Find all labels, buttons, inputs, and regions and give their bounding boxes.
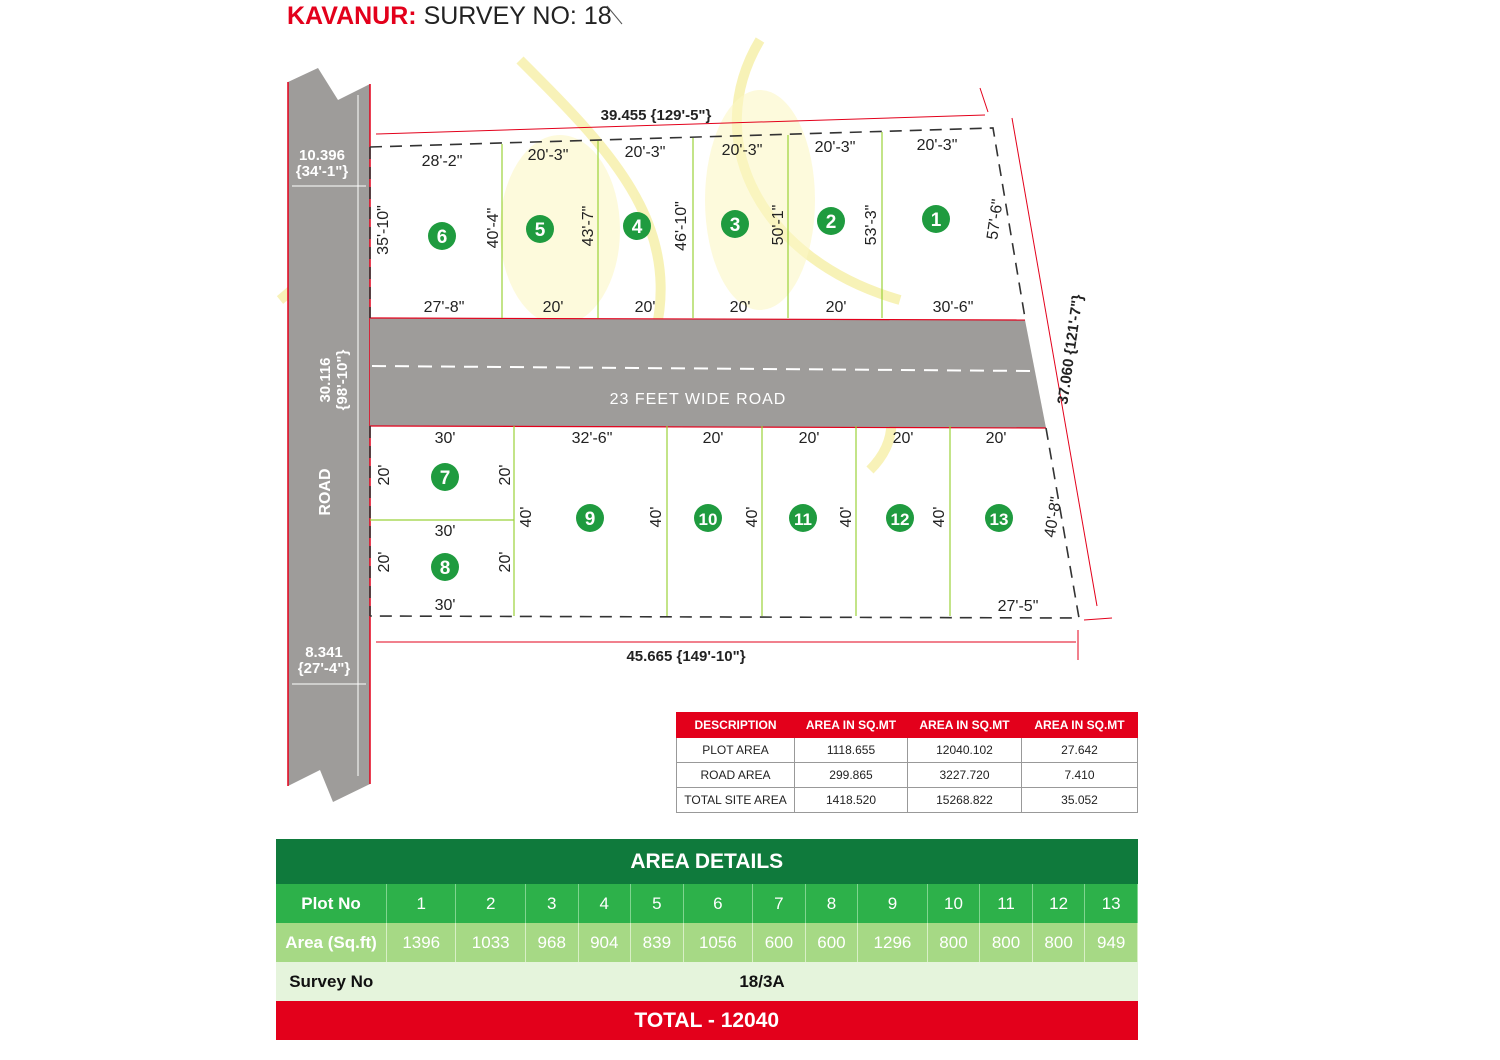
plot-number: 13 xyxy=(989,510,1009,529)
road-mid-length-m: 30.116 xyxy=(317,357,334,403)
plot-no-cell: 9 xyxy=(858,884,927,923)
plot-area-cell: 800 xyxy=(980,923,1033,962)
dim-label: 20' xyxy=(702,430,724,447)
dim-label: 30' xyxy=(434,430,456,447)
total-row xyxy=(276,1001,1138,1040)
dim-label: 20' xyxy=(729,299,751,316)
plot-number: 10 xyxy=(698,510,718,529)
summary-cell: 35.052 xyxy=(1022,788,1138,813)
road-mid-length-ft: {98'-10"} xyxy=(334,349,351,411)
summary-cell: TOTAL SITE AREA xyxy=(677,788,795,813)
summary-cell: PLOT AREA xyxy=(677,738,795,763)
dim-label: 20' xyxy=(985,430,1007,447)
left-road-label: ROAD xyxy=(317,468,334,516)
plot-2-badge[interactable] xyxy=(817,207,845,235)
plot-number: 6 xyxy=(436,227,448,248)
plot-number-row xyxy=(276,884,1138,923)
plot-area-cell: 1033 xyxy=(456,923,525,962)
area-summary-table xyxy=(676,712,1138,813)
area-details-table xyxy=(276,839,1138,1040)
summary-cell: 299.865 xyxy=(795,763,908,788)
plot-number: 2 xyxy=(825,212,837,233)
plot-number: 1 xyxy=(930,210,942,231)
dim-label: 20' xyxy=(497,464,514,486)
dim-label: 40'-8" xyxy=(1041,495,1066,539)
plot-3-badge[interactable] xyxy=(721,210,749,238)
plot-no-cell: 12 xyxy=(1032,884,1085,923)
plot-no-cell: 5 xyxy=(631,884,684,923)
plot-no-cell: 8 xyxy=(805,884,858,923)
plot-area-cell: 600 xyxy=(753,923,806,962)
dim-label: 20' xyxy=(376,464,393,486)
survey-value: 18/3A xyxy=(387,962,1138,1001)
summary-header-row xyxy=(677,713,1138,738)
plot-area-cell: 600 xyxy=(805,923,858,962)
dim-label: 20'-3" xyxy=(916,137,958,154)
dim-label: 20' xyxy=(542,299,564,316)
plot-11-badge[interactable] xyxy=(789,504,817,532)
dim-label: 53'-3" xyxy=(863,204,880,246)
dim-label: 27'-8" xyxy=(423,299,465,316)
right-dimension-label: 37.060 {121'-7"} xyxy=(1054,293,1087,406)
plot-area-row xyxy=(276,923,1138,962)
plot-area-cell: 800 xyxy=(927,923,980,962)
summary-cell: 1418.520 xyxy=(795,788,908,813)
dim-label: 30'-6" xyxy=(932,299,974,316)
dim-label: 50'-1" xyxy=(770,204,787,246)
plot-8-badge[interactable] xyxy=(431,553,459,581)
plot-number: 5 xyxy=(534,220,546,241)
top-dimension-label: 39.455 {129'-5"} xyxy=(600,107,712,124)
plot-5-badge[interactable] xyxy=(526,215,554,243)
inner-road-label: 23 FEET WIDE ROAD xyxy=(609,391,787,408)
plot-9-badge[interactable] xyxy=(576,504,604,532)
dim-label: 20' xyxy=(634,299,656,316)
plot-12-badge[interactable] xyxy=(886,504,914,532)
road-top-width-m: 10.396 xyxy=(299,147,345,164)
dim-label: 40' xyxy=(931,506,948,528)
dim-label: 40'-4" xyxy=(485,207,502,249)
plot-area-cell: 1296 xyxy=(858,923,927,962)
title-survey: SURVEY NO: 18 xyxy=(423,2,612,30)
road-top-width-ft: {34'-1"} xyxy=(295,163,349,180)
summary-cell: 15268.822 xyxy=(908,788,1022,813)
total-area: TOTAL - 12040 xyxy=(276,1001,1138,1040)
summary-row xyxy=(677,788,1138,813)
plot-no-cell: 7 xyxy=(753,884,806,923)
dim-label: 40' xyxy=(838,506,855,528)
area-label: Area (Sq.ft) xyxy=(276,923,387,962)
summary-header-cell: AREA IN SQ.MT xyxy=(795,713,908,738)
plot-6-badge[interactable] xyxy=(428,222,456,250)
inner-road xyxy=(370,318,1046,428)
summary-header-cell: AREA IN SQ.MT xyxy=(1022,713,1138,738)
dim-label: 40' xyxy=(648,506,665,528)
dim-label: 40' xyxy=(744,506,761,528)
plot-area-cell: 904 xyxy=(578,923,631,962)
plot-area-cell: 1056 xyxy=(683,923,752,962)
dim-label: 46'-10" xyxy=(673,201,690,251)
summary-cell: 27.642 xyxy=(1022,738,1138,763)
dim-label: 43'-7" xyxy=(580,205,597,247)
area-details-title: AREA DETAILS xyxy=(276,839,1138,884)
plot-number: 12 xyxy=(890,510,910,529)
plot-no-cell: 10 xyxy=(927,884,980,923)
plot-no-cell: 11 xyxy=(980,884,1033,923)
dim-label: 20' xyxy=(376,551,393,573)
dim-label: 20' xyxy=(892,430,914,447)
plot-area-cell: 839 xyxy=(631,923,684,962)
dim-label: 28'-2" xyxy=(421,153,463,170)
bottom-dimension-label: 45.665 {149'-10"} xyxy=(626,648,746,665)
plot-no-cell: 2 xyxy=(456,884,525,923)
dim-label: 20'-3" xyxy=(527,147,569,164)
plot-no-cell: 6 xyxy=(683,884,752,923)
dim-label: 30' xyxy=(434,597,456,614)
plot-no-cell: 13 xyxy=(1085,884,1138,923)
dim-label: 20'-3" xyxy=(814,139,856,156)
dim-label: 20'-3" xyxy=(624,144,666,161)
dim-label: 40' xyxy=(518,506,535,528)
survey-row xyxy=(276,962,1138,1001)
summary-cell: 12040.102 xyxy=(908,738,1022,763)
plot-number: 4 xyxy=(631,217,643,238)
plot-no-label: Plot No xyxy=(276,884,387,923)
plot-number: 9 xyxy=(584,509,596,530)
road-bottom-width-ft: {27'-4"} xyxy=(297,660,351,677)
plot-7-badge[interactable] xyxy=(431,463,459,491)
plot-no-cell: 4 xyxy=(578,884,631,923)
summary-header-cell: AREA IN SQ.MT xyxy=(908,713,1022,738)
summary-cell: 3227.720 xyxy=(908,763,1022,788)
summary-cell: ROAD AREA xyxy=(677,763,795,788)
plot-13-badge[interactable] xyxy=(985,504,1013,532)
summary-row xyxy=(677,738,1138,763)
title-accent-line xyxy=(607,6,622,24)
plot-number: 7 xyxy=(439,468,451,489)
dim-label: 30' xyxy=(434,523,456,540)
summary-cell: 7.410 xyxy=(1022,763,1138,788)
summary-cell: 1118.655 xyxy=(795,738,908,763)
plot-area-cell: 968 xyxy=(525,923,578,962)
plot-no-cell: 3 xyxy=(525,884,578,923)
summary-row xyxy=(677,763,1138,788)
plot-number: 3 xyxy=(729,215,741,236)
dim-label: 27'-5" xyxy=(997,598,1039,615)
dim-label: 20' xyxy=(798,430,820,447)
plot-4-badge[interactable] xyxy=(623,212,651,240)
dim-label: 20' xyxy=(825,299,847,316)
dim-label: 20' xyxy=(497,551,514,573)
plot-area-cell: 949 xyxy=(1085,923,1138,962)
plot-no-cell: 1 xyxy=(387,884,456,923)
road-bottom-width-m: 8.341 xyxy=(305,644,343,661)
title-place: KAVANUR: xyxy=(287,2,417,30)
area-details-title-row xyxy=(276,839,1138,884)
plot-area-cell: 800 xyxy=(1032,923,1085,962)
summary-header-cell: DESCRIPTION xyxy=(677,713,795,738)
dim-label: 32'-6" xyxy=(571,430,613,447)
dim-label: 57'-6" xyxy=(984,198,1007,241)
dim-label: 20'-3" xyxy=(721,142,763,159)
plot-area-cell: 1396 xyxy=(387,923,456,962)
plot-number: 11 xyxy=(794,510,812,529)
survey-label: Survey No xyxy=(276,962,387,1001)
plot-1-badge[interactable] xyxy=(922,205,950,233)
dim-label: 35'-10" xyxy=(375,205,392,255)
plot-number: 8 xyxy=(439,558,451,579)
plot-10-badge[interactable] xyxy=(694,504,722,532)
